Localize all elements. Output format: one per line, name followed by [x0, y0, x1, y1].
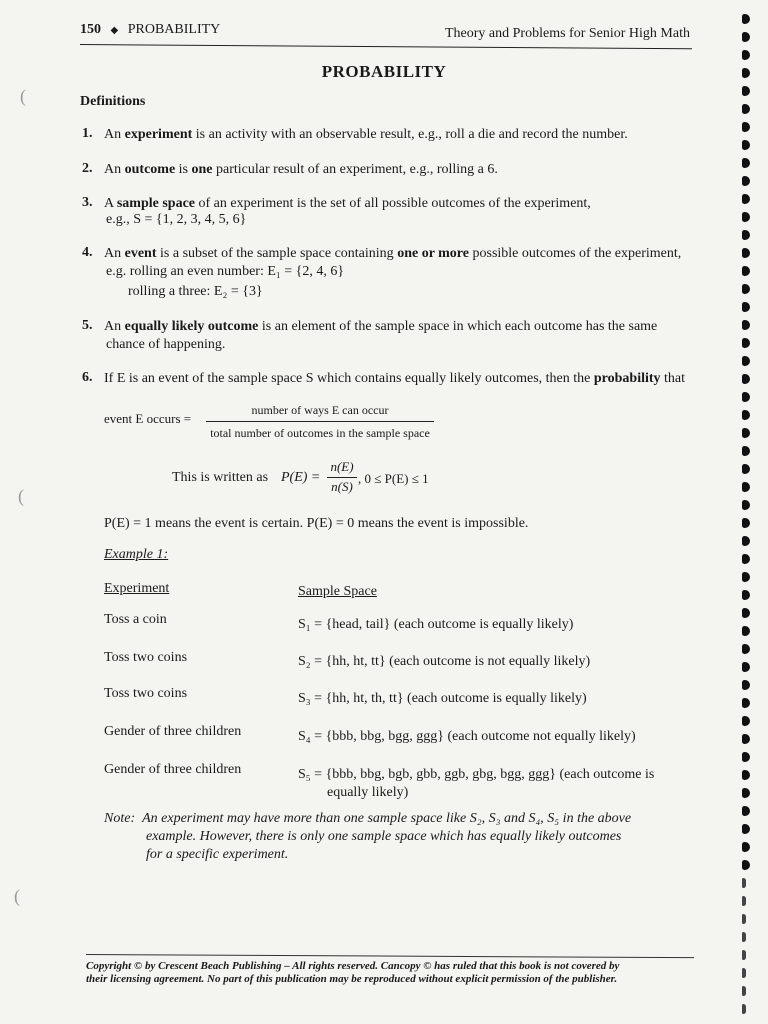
binding-coil-icon — [742, 842, 756, 852]
def-1-term: experiment — [124, 127, 193, 142]
binding-coil-icon — [742, 788, 756, 798]
binding-coil-icon — [742, 68, 756, 78]
binding-coil-icon — [742, 410, 756, 420]
binding-coil-icon — [742, 986, 756, 996]
binding-coil-icon — [742, 266, 756, 276]
binding-coil-icon — [742, 176, 756, 186]
example-row-experiment: Toss two coins — [104, 686, 188, 701]
binding-coil-icon — [742, 464, 756, 474]
page-title: PROBABILITY — [321, 62, 447, 81]
note-label: Note: — [104, 811, 136, 826]
binding-coil-icon — [742, 194, 756, 204]
example-row-space: S₃ = {hh, ht, th, tt} (each outcome is equally likely) — [298, 691, 587, 706]
binding-coil-icon — [742, 590, 756, 600]
binding-coil-icon — [742, 446, 756, 456]
def-1-post: is an activity with an observable result, e.g., roll a die and record the number. — [192, 127, 628, 142]
def-2-post: particular result of an experiment, e.g., rolling a 6. — [212, 162, 498, 177]
binding-coil-icon — [742, 284, 756, 294]
binding-coil-icon — [742, 500, 756, 510]
binding-coil-icon — [742, 662, 756, 672]
example-row-space-cont: equally likely) — [327, 785, 409, 800]
example-row-experiment: Toss two coins — [104, 650, 188, 665]
note-line-3: for a specific experiment. — [146, 847, 289, 862]
column-sample-space: Sample Space — [298, 584, 377, 599]
def-2-number: 2. — [82, 161, 93, 176]
binding-coil-icon — [742, 608, 756, 618]
scan-mark: ( — [20, 86, 26, 106]
binding-coil-icon — [742, 32, 756, 42]
binding-coil-icon — [742, 860, 756, 870]
binding-coil-icon — [742, 752, 756, 762]
book-title: Theory and Problems for Senior High Math — [445, 26, 690, 41]
binding-coil-icon — [742, 338, 756, 348]
example-label: Example 1: — [104, 547, 169, 562]
note-block — [104, 810, 664, 864]
fraction-bar-2 — [327, 477, 357, 478]
binding-coil-icon — [742, 734, 756, 744]
binding-coil-icon — [742, 932, 756, 942]
binding-coil-icon — [742, 698, 756, 708]
def-3-post: of an experiment is the set of all possible outcomes of the experiment, — [195, 196, 591, 211]
binding-coil-icon — [742, 248, 756, 258]
binding-coil-icon — [742, 50, 756, 60]
note-line-1: An experiment may have more than one sample space like S₂, S₃ and S₄, S₅ in the above — [142, 811, 632, 826]
binding-coil-icon — [742, 914, 756, 924]
def-2-pre: An — [104, 162, 125, 177]
binding-coil-icon — [742, 104, 756, 114]
def-4-mid: is a subset of the sample space containing — [156, 246, 398, 261]
section-heading: Definitions — [80, 94, 146, 109]
scan-mark: ( — [18, 486, 24, 506]
def-4-example1: e.g. rolling an even number: E₁ = {2, 4, 6} — [106, 264, 345, 279]
def-2-text — [104, 161, 704, 179]
formula-lead: This is written as — [172, 470, 269, 485]
def-4-term2: one or more — [397, 246, 469, 261]
binding-coil-icon — [742, 212, 756, 222]
def-5-text — [104, 318, 704, 336]
binding-coil-icon — [742, 158, 756, 168]
binding-coil-icon — [742, 392, 756, 402]
def-2-term: outcome — [124, 162, 176, 177]
def-4-post: possible outcomes of the experiment, — [469, 246, 682, 261]
binding-coil-icon — [742, 428, 756, 438]
footer-divider — [86, 954, 694, 958]
binding-coil-icon — [742, 680, 756, 690]
example-row-space: S₂ = {hh, ht, tt} (each outcome is not equally likely) — [298, 654, 591, 669]
column-experiment: Experiment — [104, 581, 170, 596]
binding-coil-icon — [742, 518, 756, 528]
def-5-line2: chance of happening. — [106, 337, 226, 352]
def-2-term2: one — [191, 162, 213, 177]
binding-coil-icon — [742, 824, 756, 834]
example-row-space: S₄ = {bbb, bbg, bgg, ggg} (each outcome not equally likely) — [298, 729, 636, 744]
formula-num: n(E) — [330, 459, 354, 474]
example-row-experiment: Toss a coin — [104, 612, 167, 627]
copyright-line-1c: covered by — [568, 960, 620, 972]
def-1-number: 1. — [82, 126, 93, 141]
def-4-pre: An — [104, 246, 125, 261]
formula-lhs: event E occurs = — [104, 411, 192, 426]
binding-coil-icon — [742, 1004, 756, 1014]
def-6-post: that — [660, 371, 686, 386]
binding-coil-icon — [742, 950, 756, 960]
binding-coil-icon — [742, 230, 756, 240]
def-6-text — [104, 370, 704, 388]
copyright-notice — [86, 960, 656, 986]
binding-coil-icon — [742, 536, 756, 546]
note-line-2: example. However, there is only one sample space which has equally likely outcomes — [146, 829, 622, 844]
binding-coil-icon — [742, 554, 756, 564]
def-6-term: probability — [593, 371, 661, 386]
binding-coil-icon — [742, 644, 756, 654]
example-row-space: S₅ = {bbb, bbg, bgb, gbb, ggb, gbg, bgg, ggg} (each outcome is — [298, 767, 655, 782]
def-5-pre: An — [104, 319, 125, 334]
formula-denominator: total number of outcomes in the sample space — [210, 426, 430, 440]
binding-coil-icon — [742, 626, 756, 636]
def-3-pre: A — [104, 196, 117, 211]
def-5-post: is an element of the sample space in which each outcome has the same — [258, 319, 658, 334]
def-3-example: e.g., S = {1, 2, 3, 4, 5, 6} — [106, 212, 247, 227]
chapter-name: PROBABILITY — [127, 22, 221, 37]
def-4-example2: rolling a three: E₂ = {3} — [128, 284, 263, 299]
def-5-number: 5. — [82, 318, 93, 333]
binding-coil-icon — [742, 482, 756, 492]
page-number: 150 — [80, 22, 101, 37]
def-4-term: event — [124, 246, 157, 261]
def-1-pre: An — [104, 127, 125, 142]
binding-coil-icon — [742, 896, 756, 906]
fraction-bar — [206, 421, 434, 422]
example-row-experiment: Gender of three children — [104, 724, 242, 739]
certainty-statement: P(E) = 1 means the event is certain. P(E) = 0 means the event is impossible. — [104, 516, 529, 531]
binding-coil-icon — [742, 140, 756, 150]
binding-coil-icon — [742, 86, 756, 96]
example-row-experiment: Gender of three children — [104, 762, 242, 777]
binding-coil-icon — [742, 302, 756, 312]
def-3-term: sample space — [116, 196, 196, 211]
scan-mark: ( — [14, 886, 20, 906]
def-4-text — [104, 245, 724, 263]
def-2-mid: is — [175, 162, 192, 177]
header-divider — [80, 44, 692, 49]
formula-den: n(S) — [331, 479, 353, 494]
binding-coil-icon — [742, 572, 756, 582]
binding-coil-icon — [742, 770, 756, 780]
binding-coil-icon — [742, 806, 756, 816]
def-3-number: 3. — [82, 195, 93, 210]
diamond-icon: ◆ — [110, 25, 119, 36]
def-5-term: equally likely outcome — [124, 319, 259, 334]
def-6-number: 6. — [82, 370, 93, 385]
def-4-number: 4. — [82, 245, 93, 260]
def-1-text — [104, 126, 704, 144]
binding-coil-icon — [742, 14, 756, 24]
copyright-line-1a: Copyright © by Crescent Beach Publishing – All rights reserved. Cancopy © has ruled that this book is — [86, 960, 554, 972]
copyright-line-2: their licensing agreement. No part of this publication may be reproduced without explicit permission of the publisher. — [86, 973, 618, 985]
def-6-pre: If E is an event of the sample space S which contains equally likely outcomes, then the — [104, 371, 594, 386]
binding-coil-icon — [742, 968, 756, 978]
binding-coil-icon — [742, 878, 756, 888]
binding-coil-icon — [742, 374, 756, 384]
binding-coil-icon — [742, 122, 756, 132]
formula-numerator: number of ways E can occur — [251, 403, 389, 417]
binding-coil-icon — [742, 356, 756, 366]
binding-coil-icon — [742, 320, 756, 330]
copyright-not: not — [554, 960, 569, 972]
formula-range: , 0 ≤ P(E) ≤ 1 — [358, 471, 429, 486]
binding-coil-icon — [742, 716, 756, 726]
running-header-left — [80, 22, 220, 38]
example-row-space: S₁ = {head, tail} (each outcome is equally likely) — [298, 617, 574, 632]
formula-pe: P(E) = — [281, 470, 321, 485]
